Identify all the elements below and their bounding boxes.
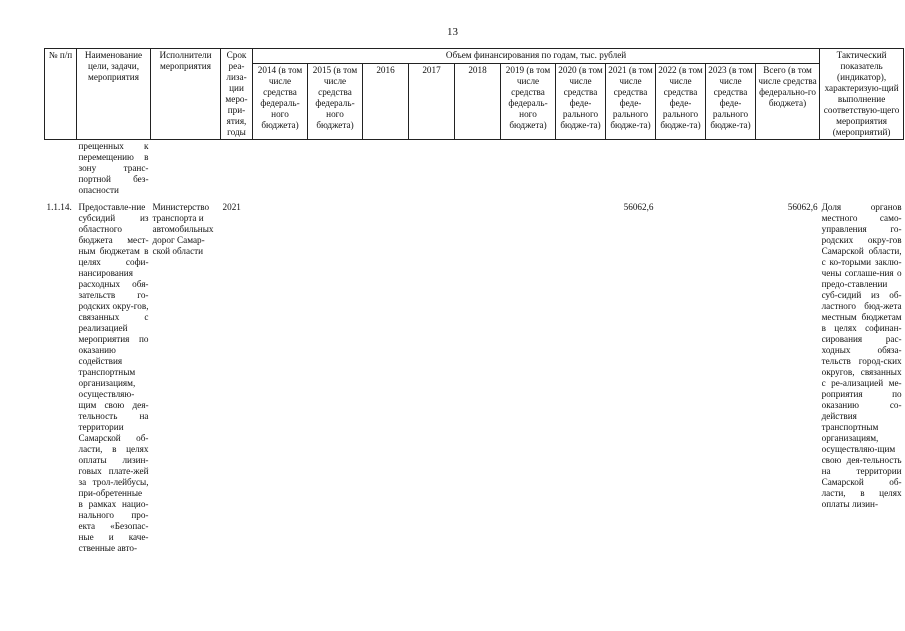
header-row-top [45,49,904,64]
row-value [455,196,501,554]
header-year: 2021 (в том числе средства феде-рального бюдже-та) [606,64,656,140]
row-value [556,196,606,554]
table-row-continuation [45,140,904,197]
header-year: 2020 (в том числе средства феде-рального бюдже-та) [556,64,606,140]
header-year: 2022 (в том числе средства феде-рального бюдже-та) [656,64,706,140]
row-num: 1.1.14. [46,202,72,212]
row-name: Предоставле-ние субсидий из областного бюджета мест-ным бюджетам в целях софи-нансирования расходных обя-зательств го-родских окру-гов, связанных с реализацией мероприятия по оказанию содействия транспортным организациям, осуществляю-щим свою дея-тельность на территории Самарской об-ласти, в целях оплаты лизин-говых плате-жей за трол-лейбусы, при-обретенные в рамках нацио-нального про-екта «Безопас-ные и каче-ственные авто- [78,202,149,553]
header-year: 2015 (в том числе средства федераль-ного бюджета) [308,64,363,140]
header-year: 2023 (в том числе средства феде-рального бюдже-та) [706,64,756,140]
row-value [706,196,756,554]
row-name: прещенных к перемещению в зону транс-портной без-опасности [78,141,149,195]
row-value [656,196,706,554]
funding-table [44,48,904,554]
header-name: Наименование цели, задачи, мероприятия [77,49,151,140]
header-term: Срок реа-лиза-ции меро-при-ятия, годы [221,49,253,140]
header-indicator: Тактический показатель (индикатор), характеризую-щий выполнение соответствую-щего мероприятия (мероприятий) [820,49,904,140]
row-executor: Министерство транспорта и автомобильных дорог Самар-ской области [152,202,214,256]
header-year: 2016 [363,64,409,140]
row-value-2021: 56062,6 [623,202,654,212]
header-total: Всего (в том числе средства федерально-го бюджета) [756,64,820,140]
row-value [363,196,409,554]
header-year: 2019 (в том числе средства федераль-ного бюджета) [501,64,556,140]
header-executors: Исполнители мероприятия [151,49,221,140]
page-number: 13 [447,26,458,38]
header-funding-group: Объем финансирования по годам, тыс. рублей [253,49,820,64]
row-value [253,196,308,554]
header-num: № п/п [45,49,77,140]
row-value [409,196,455,554]
row-term: 2021 [222,202,241,212]
header-year: 2017 [409,64,455,140]
row-value [501,196,556,554]
row-total: 56062,6 [787,202,818,212]
row-indicator: Доля органов местного само-управления го-родских окру-гов Самарской области, с ко-торыми заклю-чены соглаше-ния о предо-ставлении суб-сидий из об-ластного бюд-жета местным бюджетам в целях софинан-сирования рас-ходных обяза-тельств город-ских округов, связанных с ре-ализацией ме-роприятия по оказанию со-действия транспортным организациям, осуществляю-щим свою дея-тельность на территории Самарской об-ласти, в целях оплаты лизин- [821,202,902,509]
table-row [45,196,904,554]
header-year: 2014 (в том числе средства федераль-ного бюджета) [253,64,308,140]
header-year: 2018 [455,64,501,140]
row-value [308,196,363,554]
